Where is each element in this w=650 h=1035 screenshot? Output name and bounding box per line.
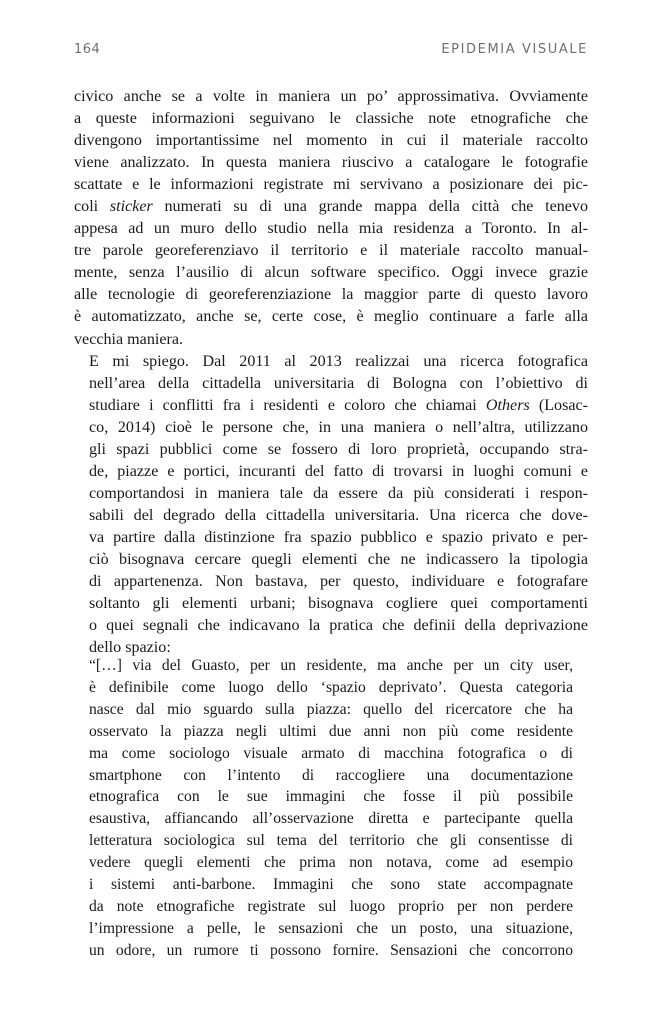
quote-line: è definibile come luogo dello ‘spazio deprivato’. Questa categoria <box>89 678 573 696</box>
italic-term: sticker <box>109 198 153 216</box>
quote-line: “[…] via del Guasto, per un residente, ma anche per un city user, <box>89 657 573 674</box>
text-fragment: coli <box>74 198 99 216</box>
text-line-with-italic <box>74 196 588 218</box>
text-line: co, 2014) cioè le persone che, in una maniera o nell’altra, utilizzano <box>89 418 588 436</box>
text-line: E mi spiego. Dal 2011 al 2013 realizzai una ricerca fotografica <box>89 352 588 370</box>
paragraph-2 <box>74 351 588 660</box>
running-head <box>74 42 588 62</box>
text-line: sabili del degrado della cittadella universitaria. Una ricerca che dove- <box>89 506 588 524</box>
quote-line: osservato la piazza negli ultimi due anni non più come residente <box>89 722 573 740</box>
quote-line: nasce dal mio sguardo sulla piazza: quello del ricercatore che ha <box>89 700 573 718</box>
text-line: appesa ad un muro dello studio nella mia residenza a Toronto. In al- <box>74 220 588 238</box>
text-line: o quei segnali che indicavano la pratica che definii della deprivazione <box>89 617 588 635</box>
page-number: 164 <box>74 42 101 57</box>
quote-line: vedere quegli elementi che prima non notava, come ad esempio <box>89 854 573 872</box>
quote-line: un odore, un rumore ti possono fornire. Sensazioni che concorrono <box>89 941 573 959</box>
quote-line: smartphone con l’intento di raccogliere una documentazione <box>89 766 573 784</box>
text-line: ciò bisognava cercare quegli elementi che ne indicassero la tipologia <box>89 550 588 568</box>
text-fragment: (Losac- <box>538 396 588 414</box>
text-line: va partire dalla distinzione fra spazio pubblico e spazio privato e per- <box>89 528 588 546</box>
paragraph-1 <box>74 86 588 351</box>
text-line: dello spazio: <box>89 639 171 657</box>
quote-line: l’impressione a pelle, le sensazioni che un posto, una situazione, <box>89 919 573 937</box>
text-line: gli spazi pubblici come se fossero di loro proprietà, occupando stra- <box>89 440 588 458</box>
text-line: a queste informazioni seguivano le classiche note etnografiche che <box>74 110 588 128</box>
text-line: de, piazze e portici, incuranti del fatto di trovarsi in luoghi comuni e <box>89 462 588 480</box>
quote-line: i sistemi anti-barbone. Immagini che sono state accompagnate <box>89 876 573 894</box>
italic-term: Others <box>485 396 530 414</box>
text-line: civico anche se a volte in maniera un po’ approssimativa. Ovviamente <box>74 88 588 105</box>
quote-paragraph <box>89 655 573 962</box>
text-line: viene analizzato. In questa maniera riuscivo a catalogare le fotografie <box>74 154 588 172</box>
text-fragment: studiare i conflitti fra i residenti e coloro che chiamai <box>89 396 477 414</box>
text-line: scattate e le informazioni registrate mi servivano a posizionare dei pic- <box>74 176 588 194</box>
body-text <box>74 86 588 659</box>
text-line: soltanto gli elementi urbani; bisognava cogliere quei comportamenti <box>89 595 588 613</box>
running-title: EPIDEMIA VISUALE <box>441 42 588 57</box>
quote-line: etnografica con le sue immagini che fosse il più possibile <box>89 788 573 806</box>
text-line: tre parole georeferenziavo il territorio e il materiale raccolto manual- <box>74 242 588 260</box>
text-fragment: numerati su di una grande mappa della città che tenevo <box>164 198 589 216</box>
block-quote <box>89 655 573 962</box>
text-line: nell’area della cittadella universitaria di Bologna con l’obiettivo di <box>89 374 588 392</box>
text-line: mente, senza l’ausilio di alcun software specifico. Oggi invece grazie <box>74 264 588 282</box>
quote-line: esaustiva, affiancando all’osservazione diretta e partecipante quella <box>89 810 573 828</box>
quote-line: da note etnografiche registrate sul luogo proprio per non perdere <box>89 897 573 915</box>
text-line: divengono importantissime nel momento in cui il materiale raccolto <box>74 132 588 150</box>
text-line: vecchia maniera. <box>74 330 184 348</box>
text-line: comportandosi in maniera tale da essere da più considerati i respon- <box>89 484 588 502</box>
quote-line: letteratura sociologica sul tema del territorio che gli consentisse di <box>89 832 573 850</box>
text-line: alle tecnologie di georeferenziazione la maggior parte di questo lavoro <box>74 286 588 304</box>
text-line: è automatizzato, anche se, certe cose, è meglio continuare a farle alla <box>74 308 588 326</box>
quote-line: ma come sociologo visuale armato di macchina fotografica o di <box>89 744 573 762</box>
text-line: di appartenenza. Non bastava, per questo, individuare e fotografare <box>89 573 588 591</box>
text-line-with-italic <box>74 395 588 417</box>
